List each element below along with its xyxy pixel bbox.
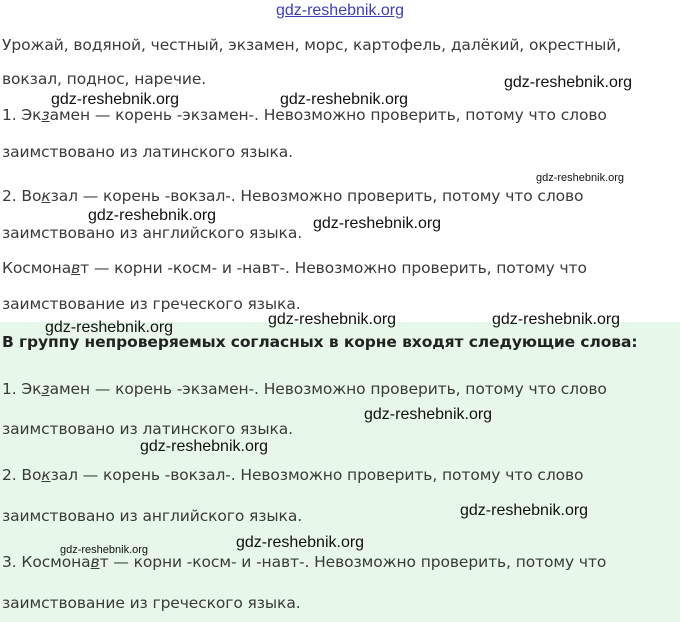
header-watermark: gdz-reshebnik.org [275, 2, 405, 19]
top-item-3-cont: заимствование из греческого языка. [2, 295, 301, 313]
answer-item-1-cont: заимствовано из латинского языка. [2, 420, 293, 438]
watermark: gdz-reshebnik.org [60, 544, 149, 556]
text-part: зал — корень -вокзал-. Невозможно проверить, потому что слово [50, 466, 584, 484]
answer-heading: В группу непроверяемых согласных в корне входят следующие слова: [2, 333, 638, 351]
top-item-2-cont: заимствовано из английского языка. [2, 224, 303, 242]
word-list-line-2: вокзал, поднос, наречие. [2, 70, 207, 88]
text-part: 2. Во [2, 466, 42, 484]
watermark: gdz-reshebnik.org [88, 207, 217, 224]
watermark: gdz-reshebnik.org [140, 438, 269, 455]
text-part: т — корни -косм- и -навт-. Невозможно проверить, потому что [99, 553, 607, 571]
top-item-3 [2, 259, 587, 277]
text-part: т — корни -косм- и -навт-. Невозможно проверить, потому что [80, 259, 587, 277]
watermark: gdz-reshebnik.org [364, 406, 493, 423]
marked-letter: к [41, 466, 51, 484]
word-list-line-1: Урожай, водяной, честный, экзамен, морс, картофель, далёкий, окрестный, [2, 36, 622, 54]
marked-letter: в [71, 259, 81, 277]
watermark: gdz-reshebnik.org [460, 502, 589, 519]
answer-item-1 [2, 380, 607, 398]
watermark: gdz-reshebnik.org [236, 534, 365, 551]
answer-item-2 [2, 466, 583, 484]
text-part: амен — корень -экзамен-. Невозможно проверить, потому что слово [49, 106, 607, 124]
watermark: gdz-reshebnik.org [536, 172, 625, 184]
marked-letter: в [90, 553, 100, 571]
text-part: 2. Во [2, 187, 42, 205]
text-part: Космона [2, 259, 72, 277]
top-item-2 [2, 187, 583, 205]
answer-item-3-cont: заимствование из греческого языка. [2, 594, 301, 612]
text-part: амен — корень -экзамен-. Невозможно проверить, потому что слово [49, 380, 607, 398]
watermark: gdz-reshebnik.org [268, 311, 397, 328]
watermark: gdz-reshebnik.org [280, 91, 409, 108]
watermark: gdz-reshebnik.org [504, 74, 633, 91]
watermark: gdz-reshebnik.org [313, 215, 442, 232]
marked-letter: к [41, 187, 51, 205]
text-part: зал — корень -вокзал-. Невозможно проверить, потому что слово [50, 187, 584, 205]
text-part: 1. Эк [2, 380, 42, 398]
answer-item-2-cont: заимствовано из английского языка. [2, 507, 303, 525]
watermark: gdz-reshebnik.org [492, 311, 621, 328]
watermark: gdz-reshebnik.org [45, 319, 174, 336]
watermark: gdz-reshebnik.org [51, 91, 180, 108]
marked-letter: з [41, 380, 50, 398]
text-part: 3. Космона [2, 553, 91, 571]
top-item-1-cont: заимствовано из латинского языка. [2, 143, 293, 161]
text-part: 1. Эк [2, 106, 42, 124]
marked-letter: з [41, 106, 50, 124]
